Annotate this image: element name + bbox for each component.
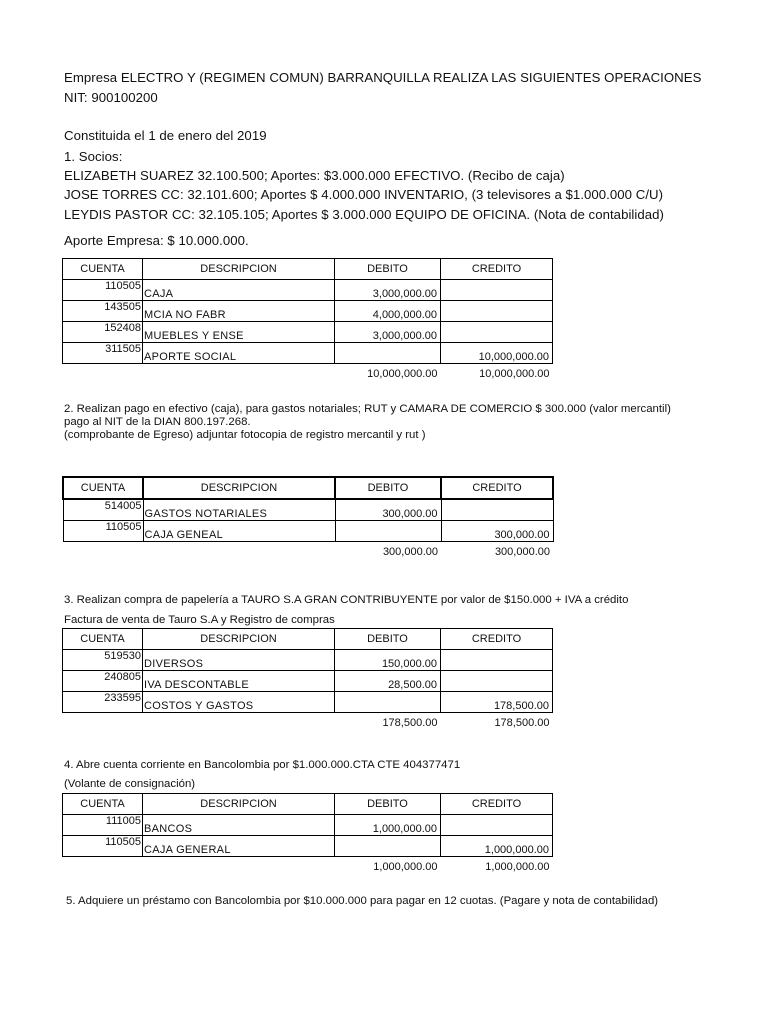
totals-row: [63, 857, 553, 878]
debit-value: 3,000,000.00: [335, 322, 441, 343]
table-row: [63, 671, 553, 692]
account-code: 152408: [63, 322, 143, 343]
table-header-row: [63, 477, 553, 499]
total-credit: 10,000,000.00: [479, 368, 550, 380]
total-credit: 178,500.00: [494, 717, 550, 729]
account-code: 514005: [63, 499, 143, 521]
journal-table-3: [62, 628, 552, 733]
account-code: 111005: [63, 815, 143, 836]
col-debito: DEBITO: [335, 477, 441, 499]
account-description: CAJA: [143, 280, 335, 301]
credit-value: [441, 280, 553, 301]
debit-value: 3,000,000.00: [335, 280, 441, 301]
operation-4-line-1: 4. Abre cuenta corriente en Bancolombia por $1.000.000.CTA CTE 404377471: [64, 759, 461, 771]
credit-value: 300,000.00: [441, 521, 553, 542]
table-header-row: [63, 259, 553, 280]
col-descripcion: DESCRIPCION: [143, 477, 335, 499]
socio-1: ELIZABETH SUAREZ 32.100.500; Aportes: $3.000.000 EFECTIVO. (Recibo de caja): [64, 168, 565, 183]
col-credito: CREDITO: [441, 629, 553, 650]
debit-value: 4,000,000.00: [335, 301, 441, 322]
operation-2-line-3: (comprobante de Egreso) adjuntar fotocopia de registro mercantil y rut ): [64, 429, 426, 441]
total-debit: 300,000.00: [382, 546, 438, 558]
debit-value: 300,000.00: [335, 499, 441, 521]
journal-table-4: [62, 793, 552, 877]
col-descripcion: DESCRIPCION: [143, 794, 335, 815]
totals-row: [63, 713, 553, 734]
debit-value: 1,000,000.00: [335, 815, 441, 836]
account-description: IVA DESCONTABLE: [143, 671, 335, 692]
debit-value: [335, 836, 441, 857]
account-code: 110505: [63, 521, 143, 542]
debit-value: 150,000.00: [335, 650, 441, 671]
company-nit: NIT: 900100200: [64, 90, 158, 105]
debit-value: 28,500.00: [335, 671, 441, 692]
table-row: [63, 301, 553, 322]
operation-4-line-2: (Volante de consignación): [64, 778, 196, 790]
account-code: 110505: [63, 836, 143, 857]
credit-value: [441, 499, 553, 521]
col-cuenta: CUENTA: [63, 259, 143, 280]
total-debit: 178,500.00: [382, 717, 438, 729]
col-debito: DEBITO: [335, 794, 441, 815]
table-row: [63, 650, 553, 671]
table-row: [63, 692, 553, 713]
credit-value: [441, 815, 553, 836]
constitution-date: Constituida el 1 de enero del 2019: [64, 128, 267, 143]
operation-3-line-1: 3. Realizan compra de papelería a TAURO S.A GRAN CONTRIBUYENTE por valor de $150.000 + IVA a crédito: [64, 594, 629, 606]
col-cuenta: CUENTA: [63, 629, 143, 650]
journal-table-2: [62, 476, 552, 562]
credit-value: 178,500.00: [441, 692, 553, 713]
company-heading: Empresa ELECTRO Y (REGIMEN COMUN) BARRANQUILLA REALIZA LAS SIGUIENTES OPERACIONES: [64, 70, 702, 85]
account-description: GASTOS NOTARIALES: [143, 499, 335, 521]
account-description: DIVERSOS: [143, 650, 335, 671]
account-code: 233595: [63, 692, 143, 713]
account-code: 311505: [63, 343, 143, 364]
total-debit: 1,000,000.00: [373, 861, 438, 873]
socio-3: LEYDIS PASTOR CC: 32.105.105; Aportes $ 3.000.000 EQUIPO DE OFICINA. (Nota de contabilidad): [64, 207, 664, 222]
journal-table-1: [62, 258, 552, 384]
account-code: 519530: [63, 650, 143, 671]
table-row: [63, 499, 553, 521]
account-code: 110505: [63, 280, 143, 301]
debit-value: [335, 521, 441, 542]
col-debito: DEBITO: [335, 629, 441, 650]
operation-5-line-1: 5. Adquiere un préstamo con Bancolombia por $10.000.000 para pagar en 12 cuotas. (Pagare y nota de contabilidad): [66, 895, 659, 907]
totals-row: [63, 542, 553, 563]
col-credito: CREDITO: [441, 477, 553, 499]
col-cuenta: CUENTA: [63, 794, 143, 815]
credit-value: [441, 322, 553, 343]
table-row: [63, 521, 553, 542]
credit-value: [441, 301, 553, 322]
total-credit: 1,000,000.00: [485, 861, 550, 873]
aporte-empresa: Aporte Empresa: $ 10.000.000.: [64, 233, 249, 248]
totals-row: [63, 364, 553, 385]
account-description: APORTE SOCIAL: [143, 343, 335, 364]
account-code: 143505: [63, 301, 143, 322]
total-credit: 300,000.00: [494, 546, 550, 558]
operation-3-line-2: Factura de venta de Tauro S.A y Registro de compras: [64, 614, 335, 626]
table-row: [63, 815, 553, 836]
total-debit: 10,000,000.00: [367, 368, 438, 380]
account-description: CAJA GENERAL: [143, 836, 335, 857]
account-description: BANCOS: [143, 815, 335, 836]
operation-2-line-1: 2. Realizan pago en efectivo (caja), para gastos notariales; RUT y CAMARA DE COMERCIO $ 300.000 (valor mercantil): [64, 403, 671, 415]
account-description: MCIA NO FABR: [143, 301, 335, 322]
credit-value: 1,000,000.00: [441, 836, 553, 857]
col-cuenta: CUENTA: [63, 477, 143, 499]
table-header-row: [63, 629, 553, 650]
table-row: [63, 343, 553, 364]
table-row: [63, 836, 553, 857]
table-row: [63, 322, 553, 343]
account-description: CAJA GENEAL: [143, 521, 335, 542]
socios-title: 1. Socios:: [64, 149, 123, 164]
col-descripcion: DESCRIPCION: [143, 629, 335, 650]
operation-2-line-2: pago al NIT de la DIAN 800.197.268.: [64, 416, 251, 428]
socio-2: JOSE TORRES CC: 32.101.600; Aportes $ 4.000.000 INVENTARIO, (3 televisores a $1.000.000 C/U): [64, 187, 664, 202]
col-credito: CREDITO: [441, 794, 553, 815]
table-header-row: [63, 794, 553, 815]
col-debito: DEBITO: [335, 259, 441, 280]
account-description: MUEBLES Y ENSE: [143, 322, 335, 343]
debit-value: [335, 343, 441, 364]
credit-value: 10,000,000.00: [441, 343, 553, 364]
account-description: COSTOS Y GASTOS: [143, 692, 335, 713]
credit-value: [441, 671, 553, 692]
table-row: [63, 280, 553, 301]
credit-value: [441, 650, 553, 671]
debit-value: [335, 692, 441, 713]
col-credito: CREDITO: [441, 259, 553, 280]
account-code: 240805: [63, 671, 143, 692]
col-descripcion: DESCRIPCION: [143, 259, 335, 280]
